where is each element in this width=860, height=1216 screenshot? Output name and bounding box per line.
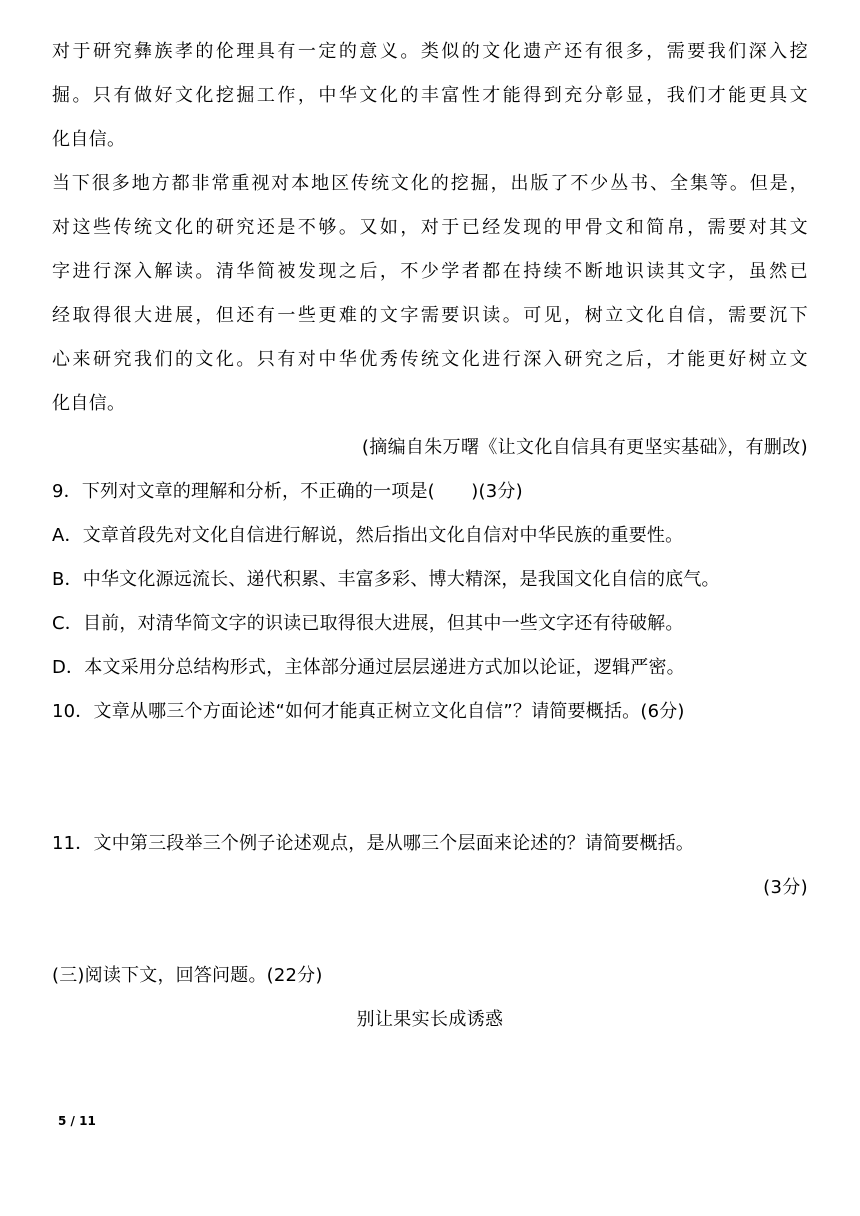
page-number: 5 / 11 bbox=[58, 1114, 96, 1128]
paragraph-line: 心来研究我们的文化。只有对中华优秀传统文化进行深入研究之后，才能更好树立文 bbox=[52, 349, 808, 370]
document-page bbox=[52, 30, 808, 1042]
paragraph-line: 当下很多地方都非常重视对本地区传统文化的挖掘，出版了不少丛书、全集等。但是， bbox=[52, 173, 808, 194]
source-citation: (摘编自朱万曙《让文化自信具有更坚实基础》，有删改) bbox=[361, 437, 808, 458]
paragraph-1 bbox=[52, 30, 808, 162]
article-title: 别让果实长成诱惑 bbox=[356, 1009, 504, 1030]
question-11 bbox=[52, 822, 808, 910]
option-d: D．本文采用分总结构形式，主体部分通过层层递进方式加以论证，逻辑严密。 bbox=[52, 657, 685, 678]
paragraph-line: 掘。只有做好文化挖掘工作，中华文化的丰富性才能得到充分彰显，我们才能更具文 bbox=[52, 85, 808, 106]
question-9 bbox=[52, 470, 808, 690]
question-stem: 9．下列对文章的理解和分析，不正确的一项是( )(3分) bbox=[52, 481, 523, 502]
question-points: (3分) bbox=[763, 877, 808, 898]
question-10: 10．文章从哪三个方面论述“如何才能真正树立文化自信”？请简要概括。(6分) bbox=[52, 701, 685, 722]
paragraph-2 bbox=[52, 162, 808, 426]
paragraph-line: 经取得很大进展，但还有一些更难的文字需要识读。可见，树立文化自信，需要沉下 bbox=[52, 305, 808, 326]
option-b: B．中华文化源远流长、递代积累、丰富多彩、博大精深，是我国文化自信的底气。 bbox=[52, 569, 720, 590]
option-a: A．文章首段先对文化自信进行解说，然后指出文化自信对中华民族的重要性。 bbox=[52, 525, 684, 546]
paragraph-line: 对这些传统文化的研究还是不够。又如，对于已经发现的甲骨文和简帛，需要对其文 bbox=[52, 217, 808, 238]
paragraph-line: 字进行深入解读。清华简被发现之后，不少学者都在持续不断地识读其文字，虽然已 bbox=[52, 261, 808, 282]
option-c: C．目前，对清华简文字的识读已取得很大进展，但其中一些文字还有待破解。 bbox=[52, 613, 684, 634]
answer-space bbox=[52, 734, 808, 822]
paragraph-line: 化自信。 bbox=[52, 393, 126, 414]
paragraph-line: 对于研究彝族孝的伦理具有一定的意义。类似的文化遗产还有很多，需要我们深入挖 bbox=[52, 41, 808, 62]
question-stem: 11．文中第三段举三个例子论述观点，是从哪三个层面来论述的？请简要概括。 bbox=[52, 833, 695, 854]
paragraph-line: 化自信。 bbox=[52, 129, 126, 150]
answer-space bbox=[52, 910, 808, 954]
section-heading: (三)阅读下文，回答问题。(22分) bbox=[52, 965, 323, 986]
